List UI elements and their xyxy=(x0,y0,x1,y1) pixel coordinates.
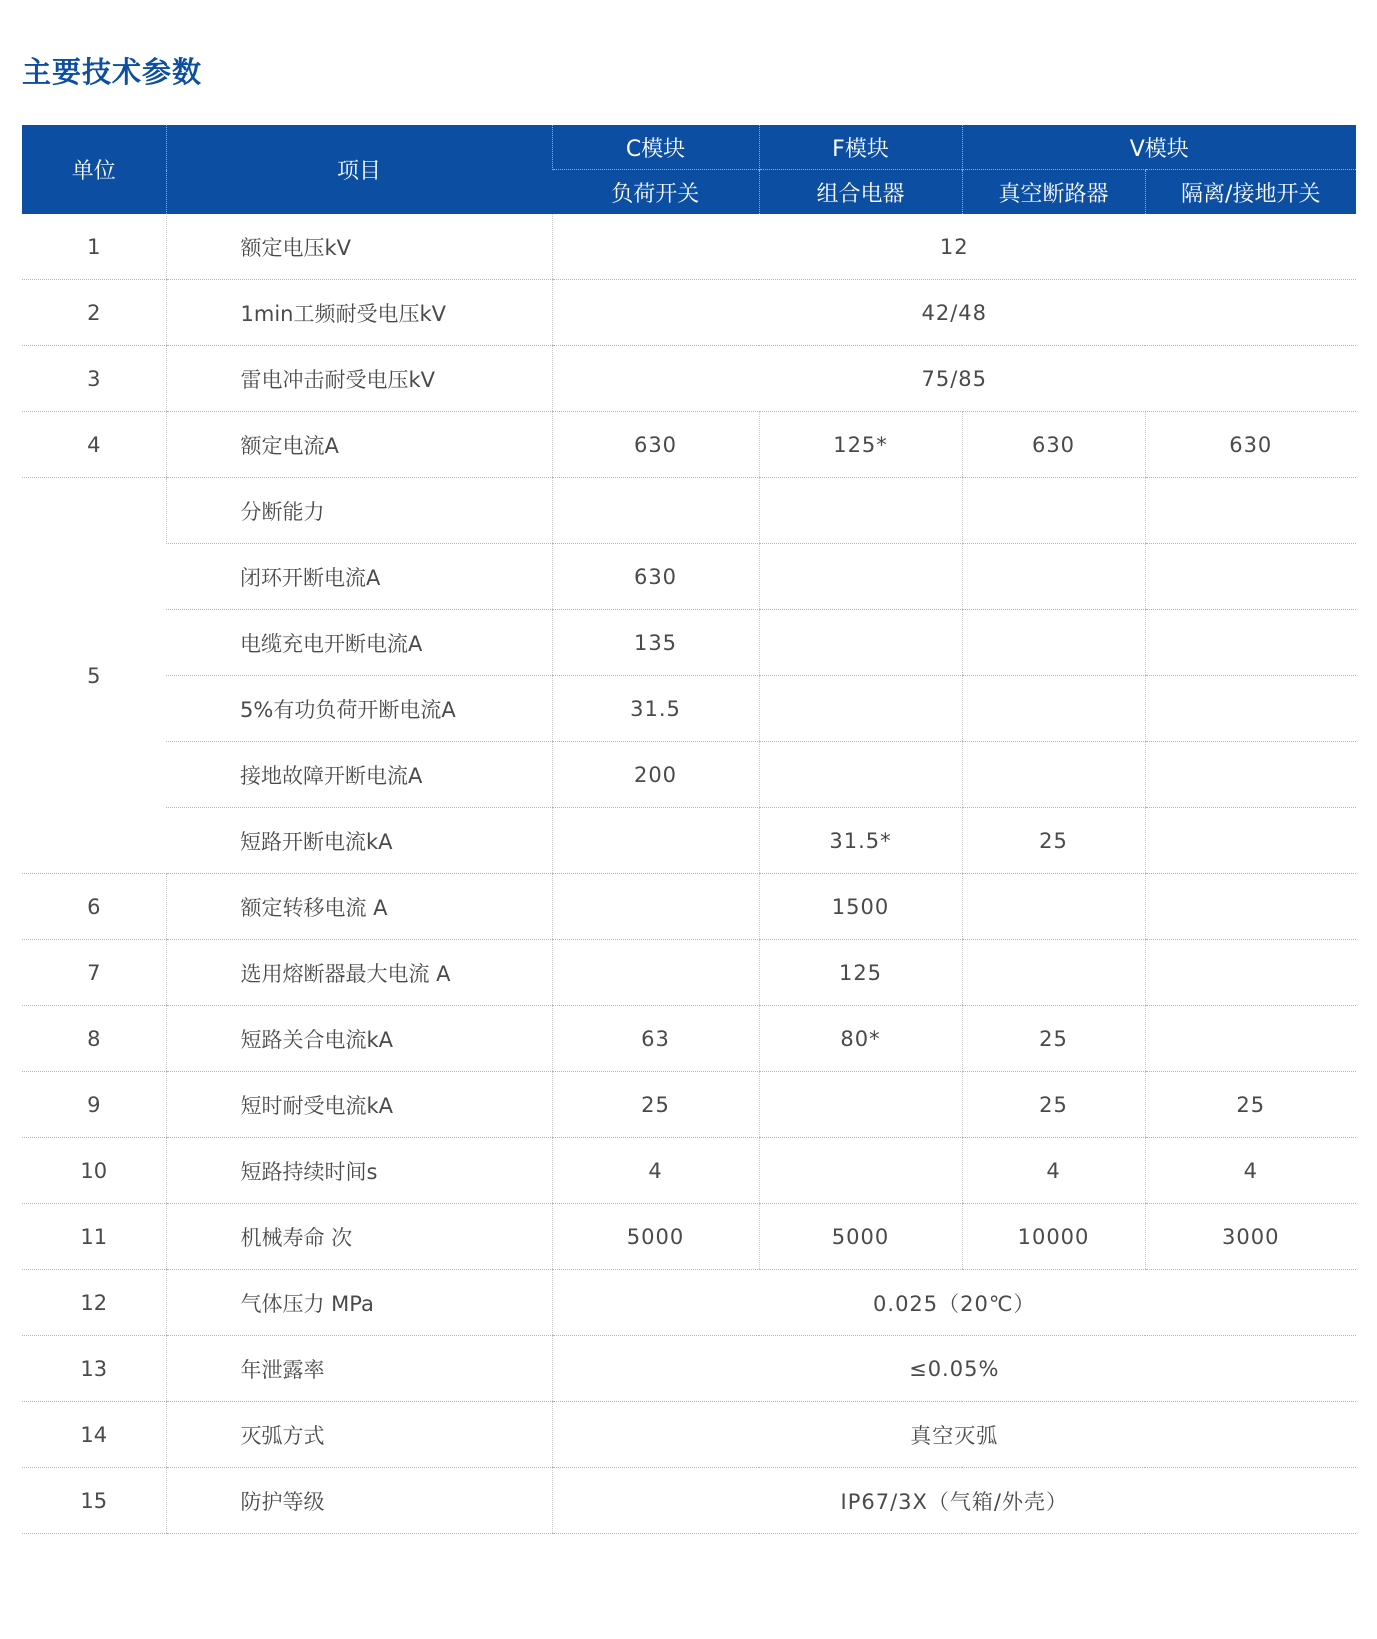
row-unit: 10 xyxy=(22,1138,166,1204)
cell-v1: 25 xyxy=(962,1006,1145,1072)
cell-c xyxy=(552,478,759,544)
cell-v1 xyxy=(962,940,1145,1006)
cell-c: 135 xyxy=(552,610,759,676)
table-row xyxy=(22,1336,1356,1402)
table-row xyxy=(22,280,1356,346)
cell-c: 63 xyxy=(552,1006,759,1072)
cell-c xyxy=(552,940,759,1006)
cell-c: 31.5 xyxy=(552,676,759,742)
cell-f xyxy=(759,478,962,544)
table-row xyxy=(22,346,1356,412)
header-f-sub: 组合电器 xyxy=(759,170,962,215)
cell-c: 630 xyxy=(552,544,759,610)
row-unit: 5 xyxy=(22,478,166,874)
cell-f xyxy=(759,1138,962,1204)
cell-v1 xyxy=(962,544,1145,610)
table-body xyxy=(22,214,1356,1534)
row-value: 真空灭弧 xyxy=(552,1402,1356,1468)
cell-v2: 3000 xyxy=(1145,1204,1356,1270)
cell-f: 5000 xyxy=(759,1204,962,1270)
row-item: 选用熔断器最大电流 A xyxy=(166,940,552,1006)
cell-f: 1500 xyxy=(759,874,962,940)
table-row xyxy=(22,874,1356,940)
row-unit: 3 xyxy=(22,346,166,412)
cell-c: 630 xyxy=(552,412,759,478)
header-f-module: F模块 xyxy=(759,125,962,170)
cell-v2 xyxy=(1145,940,1356,1006)
cell-f xyxy=(759,676,962,742)
table-row xyxy=(22,610,1356,676)
cell-c: 4 xyxy=(552,1138,759,1204)
cell-v2 xyxy=(1145,544,1356,610)
cell-f xyxy=(759,1072,962,1138)
row-item: 额定转移电流 A xyxy=(166,874,552,940)
row-unit: 2 xyxy=(22,280,166,346)
cell-v1: 4 xyxy=(962,1138,1145,1204)
row-unit: 14 xyxy=(22,1402,166,1468)
cell-f: 31.5* xyxy=(759,808,962,874)
cell-v1 xyxy=(962,742,1145,808)
row-unit: 12 xyxy=(22,1270,166,1336)
row-item: 闭环开断电流A xyxy=(166,544,552,610)
cell-v1 xyxy=(962,478,1145,544)
header-unit: 单位 xyxy=(22,125,166,214)
row-item: 接地故障开断电流A xyxy=(166,742,552,808)
row-unit: 4 xyxy=(22,412,166,478)
spec-table xyxy=(22,125,1356,1534)
header-v-sub2: 隔离/接地开关 xyxy=(1145,170,1356,215)
row-value: 75/85 xyxy=(552,346,1356,412)
cell-v1: 25 xyxy=(962,808,1145,874)
row-item: 电缆充电开断电流A xyxy=(166,610,552,676)
row-item: 雷电冲击耐受电压kV xyxy=(166,346,552,412)
cell-v1: 25 xyxy=(962,1072,1145,1138)
table-row xyxy=(22,1402,1356,1468)
table-row xyxy=(22,412,1356,478)
row-unit: 6 xyxy=(22,874,166,940)
table-row xyxy=(22,676,1356,742)
table-row xyxy=(22,1270,1356,1336)
cell-v2 xyxy=(1145,610,1356,676)
row-item: 年泄露率 xyxy=(166,1336,552,1402)
row-item: 气体压力 MPa xyxy=(166,1270,552,1336)
row-unit: 13 xyxy=(22,1336,166,1402)
row-value: ≤0.05% xyxy=(552,1336,1356,1402)
cell-f xyxy=(759,610,962,676)
cell-f xyxy=(759,742,962,808)
cell-v1 xyxy=(962,610,1145,676)
header-v-module: V模块 xyxy=(962,125,1356,170)
page-title: 主要技术参数 xyxy=(22,55,203,89)
cell-v1: 10000 xyxy=(962,1204,1145,1270)
cell-v2 xyxy=(1145,874,1356,940)
cell-f: 125 xyxy=(759,940,962,1006)
cell-c: 5000 xyxy=(552,1204,759,1270)
row-item: 短时耐受电流kA xyxy=(166,1072,552,1138)
row-unit: 11 xyxy=(22,1204,166,1270)
row-item: 短路持续时间s xyxy=(166,1138,552,1204)
row-item: 机械寿命 次 xyxy=(166,1204,552,1270)
table-row xyxy=(22,1072,1356,1138)
cell-v2 xyxy=(1145,676,1356,742)
row-item: 短路开断电流kA xyxy=(166,808,552,874)
row-item: 额定电压kV xyxy=(166,214,552,280)
table-row xyxy=(22,544,1356,610)
cell-c xyxy=(552,808,759,874)
cell-c xyxy=(552,874,759,940)
cell-c: 25 xyxy=(552,1072,759,1138)
row-item: 5%有功负荷开断电流A xyxy=(166,676,552,742)
cell-f: 80* xyxy=(759,1006,962,1072)
header-v-sub1: 真空断路器 xyxy=(962,170,1145,215)
row-item: 灭弧方式 xyxy=(166,1402,552,1468)
header-c-module: C模块 xyxy=(552,125,759,170)
cell-v1 xyxy=(962,676,1145,742)
cell-v2 xyxy=(1145,478,1356,544)
table-row xyxy=(22,1204,1356,1270)
row-value: 12 xyxy=(552,214,1356,280)
header-item: 项目 xyxy=(166,125,552,214)
cell-f xyxy=(759,544,962,610)
row-item: 分断能力 xyxy=(166,478,552,544)
cell-v2: 25 xyxy=(1145,1072,1356,1138)
cell-f: 125* xyxy=(759,412,962,478)
header-c-sub: 负荷开关 xyxy=(552,170,759,215)
row-unit: 8 xyxy=(22,1006,166,1072)
row-unit: 1 xyxy=(22,214,166,280)
row-item: 短路关合电流kA xyxy=(166,1006,552,1072)
table-row xyxy=(22,1138,1356,1204)
row-value: IP67/3X（气箱/外壳） xyxy=(552,1468,1356,1534)
cell-c: 200 xyxy=(552,742,759,808)
cell-v1 xyxy=(962,874,1145,940)
table-row xyxy=(22,478,1356,544)
cell-v2 xyxy=(1145,1006,1356,1072)
row-item: 防护等级 xyxy=(166,1468,552,1534)
row-unit: 7 xyxy=(22,940,166,1006)
row-unit: 9 xyxy=(22,1072,166,1138)
cell-v2 xyxy=(1145,742,1356,808)
table-row xyxy=(22,214,1356,280)
table-row xyxy=(22,940,1356,1006)
table-row xyxy=(22,808,1356,874)
row-unit: 15 xyxy=(22,1468,166,1534)
table-row xyxy=(22,1468,1356,1534)
row-value: 0.025（20℃） xyxy=(552,1270,1356,1336)
table-header xyxy=(22,125,1356,214)
table-row xyxy=(22,742,1356,808)
row-item: 额定电流A xyxy=(166,412,552,478)
cell-v2: 4 xyxy=(1145,1138,1356,1204)
cell-v2 xyxy=(1145,808,1356,874)
row-value: 42/48 xyxy=(552,280,1356,346)
row-item: 1min工频耐受电压kV xyxy=(166,280,552,346)
cell-v2: 630 xyxy=(1145,412,1356,478)
cell-v1: 630 xyxy=(962,412,1145,478)
table-row xyxy=(22,1006,1356,1072)
